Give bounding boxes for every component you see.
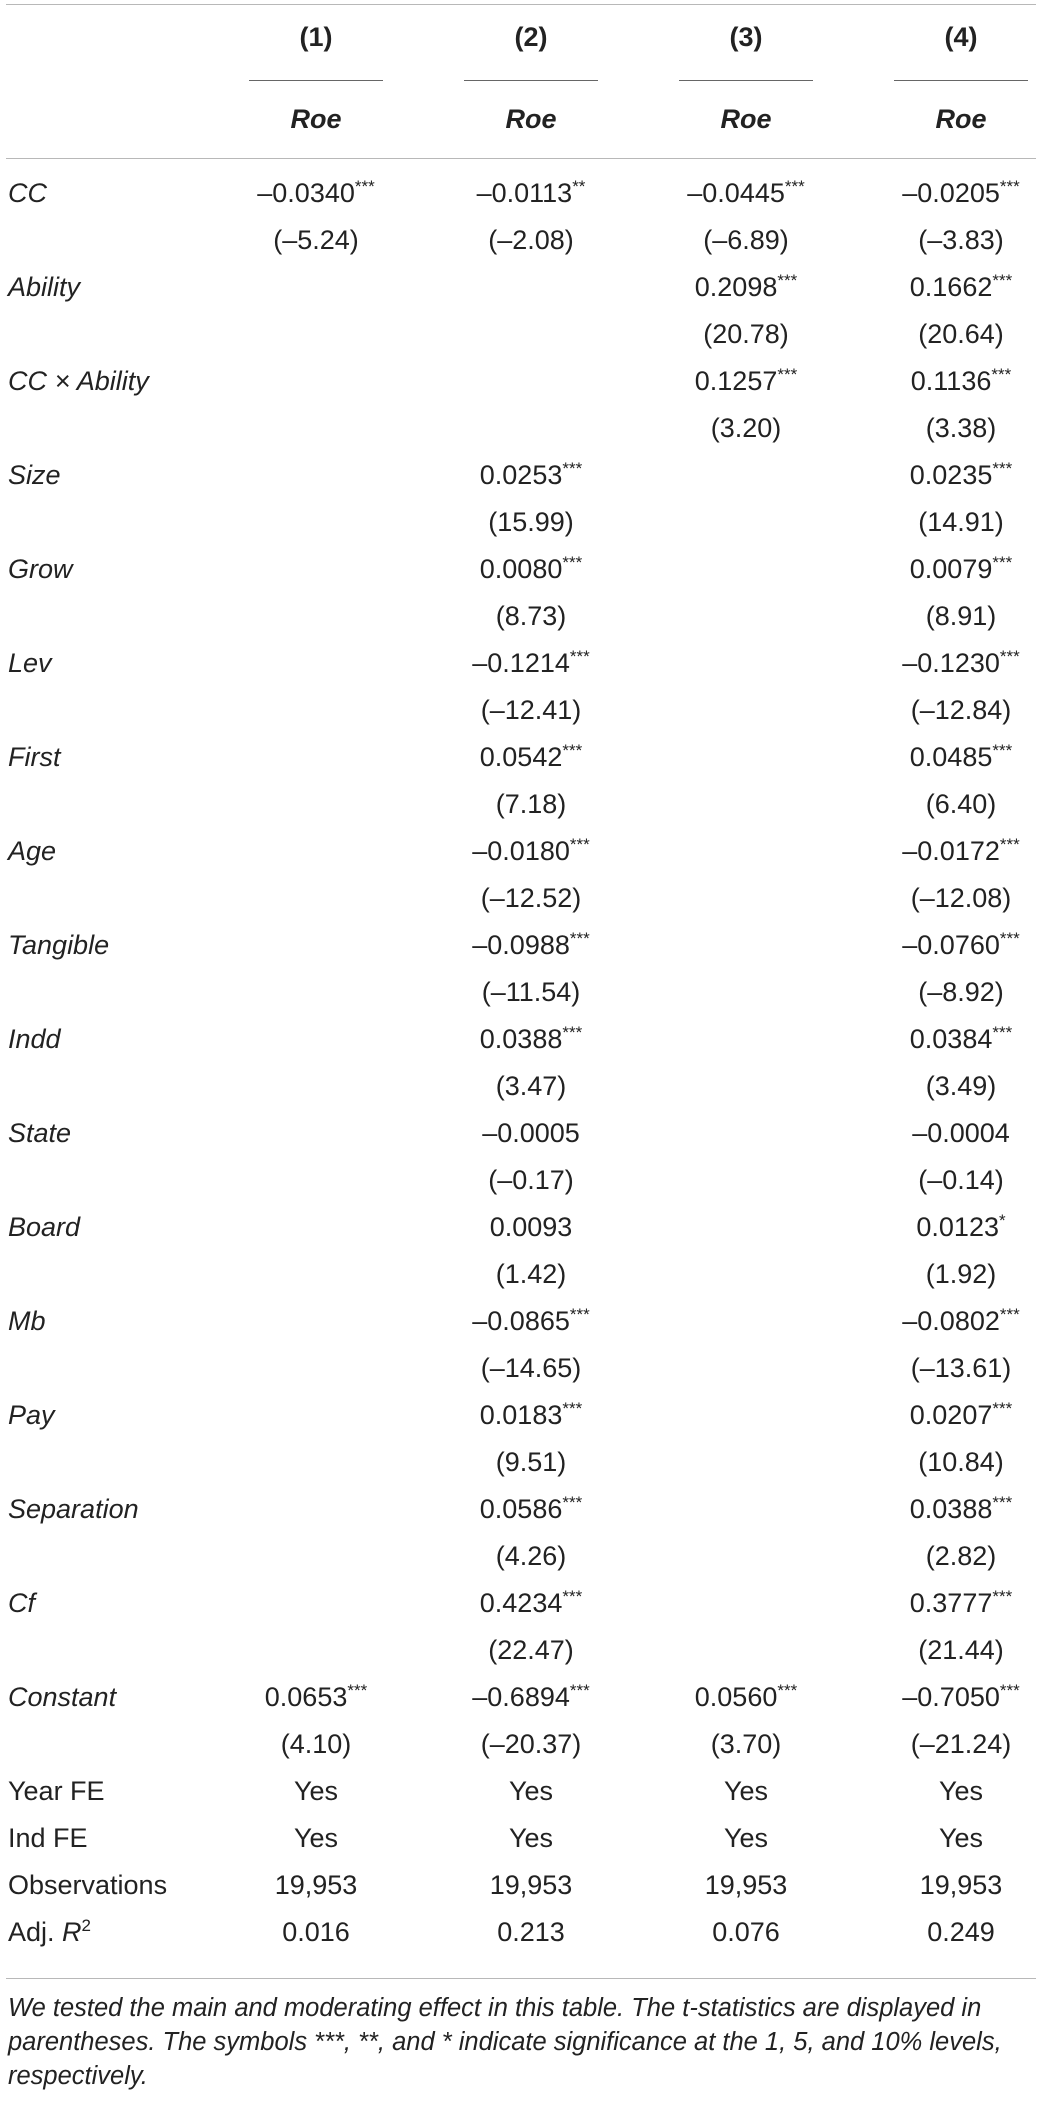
table-cell: 0.076 [712, 1917, 780, 1947]
table-row [0, 1909, 1043, 1956]
table-row [0, 1486, 1043, 1533]
table-cell: (3.47) [495, 1071, 567, 1101]
column-dependent-variable: Roe [935, 104, 987, 134]
table-row [0, 1674, 1043, 1721]
row-label: Year FE [8, 1776, 105, 1806]
table-row [0, 546, 1043, 593]
table-cell: (3.70) [710, 1729, 782, 1759]
table-cell: (7.18) [495, 789, 567, 819]
table-row [0, 1721, 1043, 1768]
row-label: Pay [8, 1400, 55, 1430]
table-cell: –0.0445*** [687, 177, 805, 208]
table-row [0, 1251, 1043, 1298]
table-cell: 0.0560*** [694, 1681, 798, 1712]
table-row [0, 1439, 1043, 1486]
table-row [0, 1580, 1043, 1627]
table-row [0, 358, 1043, 405]
table-row [0, 1345, 1043, 1392]
row-label: Grow [8, 554, 73, 584]
column-underline [679, 80, 813, 81]
table-cell: (8.91) [925, 601, 997, 631]
row-label: Tangible [8, 930, 110, 960]
column-dependent-variable: Roe [720, 104, 772, 134]
table-cell: (1.92) [925, 1259, 997, 1289]
table-row [0, 405, 1043, 452]
row-label: Age [8, 836, 57, 866]
row-label: Board [8, 1212, 81, 1242]
table-cell: –0.1230*** [902, 647, 1020, 678]
table-cell: –0.0760*** [902, 929, 1020, 960]
table-cell: Yes [723, 1776, 769, 1806]
table-cell: (6.40) [925, 789, 997, 819]
table-cell: 0.0388*** [479, 1023, 583, 1054]
column-underline [249, 80, 383, 81]
table-cell: (4.10) [280, 1729, 352, 1759]
header-rule [6, 158, 1036, 159]
table-footnote: We tested the main and moderating effect in this table. The t-statistics are displayed in parentheses. The symbols ***, **, and * indicate significance at the 1, 5, and 10% levels, respectively. [8, 1994, 1002, 2090]
table-row [0, 452, 1043, 499]
table-row [0, 1157, 1043, 1204]
table-cell: –0.0865*** [472, 1305, 590, 1336]
table-cell: (8.73) [495, 601, 567, 631]
table-cell: (15.99) [488, 507, 574, 537]
table-cell: (20.78) [703, 319, 789, 349]
table-cell: 0.0388*** [909, 1493, 1013, 1524]
table-cell: (3.49) [925, 1071, 997, 1101]
table-row [0, 1627, 1043, 1674]
table-cell: 0.016 [282, 1917, 350, 1947]
table-cell: (22.47) [488, 1635, 574, 1665]
table-cell: 0.0653*** [264, 1681, 368, 1712]
table-cell: (–6.89) [703, 225, 789, 255]
table-cell: (–8.92) [918, 977, 1004, 1007]
table-cell: 0.0080*** [479, 553, 583, 584]
table-cell: 0.249 [927, 1917, 995, 1947]
row-label: First [8, 742, 61, 772]
row-label: Constant [8, 1682, 117, 1712]
bottom-rule [6, 1978, 1036, 1979]
table-row [0, 687, 1043, 734]
table-cell: –0.7050*** [902, 1681, 1020, 1712]
row-label: State [8, 1118, 72, 1148]
table-cell: 0.0485*** [909, 741, 1013, 772]
table-cell: (–12.52) [480, 883, 582, 913]
table-cell: 0.0384*** [909, 1023, 1013, 1054]
table-cell: (4.26) [495, 1541, 567, 1571]
table-cell: (–0.14) [918, 1165, 1004, 1195]
table-cell: 0.4234*** [479, 1587, 583, 1618]
row-label: CC × Ability [8, 366, 149, 396]
table-row [0, 1392, 1043, 1439]
column-number: (2) [514, 22, 548, 52]
table-cell: (–20.37) [480, 1729, 582, 1759]
table-row [0, 922, 1043, 969]
table-cell: (–2.08) [488, 225, 574, 255]
table-cell: –0.0005 [482, 1118, 580, 1148]
top-rule [6, 4, 1036, 5]
column-underline [894, 80, 1028, 81]
table-cell: –0.0180*** [472, 835, 590, 866]
table-cell: Yes [938, 1776, 984, 1806]
table-cell: (–14.65) [480, 1353, 582, 1383]
table-row [0, 593, 1043, 640]
column-underline [464, 80, 598, 81]
table-cell: 0.0123* [916, 1211, 1006, 1242]
table-cell: 0.0079*** [909, 553, 1013, 584]
table-cell: (–0.17) [488, 1165, 574, 1195]
table-cell: (3.20) [710, 413, 782, 443]
table-row [0, 1815, 1043, 1862]
table-cell: 0.1257*** [694, 365, 798, 396]
table-row [0, 1016, 1043, 1063]
table-cell: (–5.24) [273, 225, 359, 255]
table-cell: –0.0172*** [902, 835, 1020, 866]
table-cell: –0.6894*** [472, 1681, 590, 1712]
table-cell: (10.84) [918, 1447, 1004, 1477]
table-cell: –0.1214*** [472, 647, 590, 678]
table-row [0, 1110, 1043, 1157]
row-label: CC [8, 178, 47, 208]
table-row [0, 217, 1043, 264]
table-row [0, 1862, 1043, 1909]
table-row [0, 1298, 1043, 1345]
table-cell: Yes [508, 1776, 554, 1806]
table-cell: 0.2098*** [694, 271, 798, 302]
table-cell: (14.91) [918, 507, 1004, 537]
column-number: (3) [729, 22, 763, 52]
table-cell: 0.0207*** [909, 1399, 1013, 1430]
row-label: Observations [8, 1870, 168, 1900]
table-cell: (2.82) [925, 1541, 997, 1571]
table-cell: –0.0113** [476, 177, 586, 208]
table-cell: (21.44) [918, 1635, 1004, 1665]
table-cell: (–21.24) [910, 1729, 1012, 1759]
table-cell: (–11.54) [481, 977, 581, 1007]
table-cell: Yes [723, 1823, 769, 1853]
table-row [0, 781, 1043, 828]
table-cell: 0.0542*** [479, 741, 583, 772]
table-cell: Yes [938, 1823, 984, 1853]
table-cell: Yes [293, 1823, 339, 1853]
table-cell: (9.51) [495, 1447, 567, 1477]
table-row [0, 734, 1043, 781]
table-cell: 0.0235*** [909, 459, 1013, 490]
table-cell: 19,953 [489, 1870, 573, 1900]
table-cell: (–12.84) [910, 695, 1012, 725]
table-row [0, 499, 1043, 546]
table-row [0, 1063, 1043, 1110]
column-dependent-variable: Roe [290, 104, 342, 134]
table-row [0, 264, 1043, 311]
table-cell: –0.0004 [912, 1118, 1010, 1148]
table-cell: (20.64) [918, 319, 1004, 349]
table-cell: (–12.08) [910, 883, 1012, 913]
table-cell: 0.0093 [489, 1212, 573, 1242]
table-cell: 0.3777*** [909, 1587, 1013, 1618]
table-cell: 19,953 [919, 1870, 1003, 1900]
table-cell: 19,953 [274, 1870, 358, 1900]
table-cell: (–13.61) [910, 1353, 1012, 1383]
row-label: Lev [8, 648, 52, 678]
table-cell: (1.42) [495, 1259, 567, 1289]
table-row [0, 1768, 1043, 1815]
row-label: Cf [8, 1588, 35, 1618]
table-row [0, 640, 1043, 687]
table-cell: –0.0205*** [902, 177, 1020, 208]
table-row [0, 311, 1043, 358]
table-cell: 0.1136*** [910, 365, 1012, 396]
row-label: Indd [8, 1024, 61, 1054]
table-cell: –0.0340*** [257, 177, 375, 208]
table-cell: 19,953 [704, 1870, 788, 1900]
table-cell: –0.0802*** [902, 1305, 1020, 1336]
table-cell: (–3.83) [918, 225, 1004, 255]
table-cell: –0.0988*** [472, 929, 590, 960]
table-row [0, 969, 1043, 1016]
table-row [0, 828, 1043, 875]
table-cell: (3.38) [925, 413, 997, 443]
column-dependent-variable: Roe [505, 104, 557, 134]
row-label: Ability [8, 272, 81, 302]
column-number: (1) [299, 22, 333, 52]
row-label: Mb [8, 1306, 46, 1336]
table-cell: 0.0183*** [479, 1399, 583, 1430]
table-cell: 0.213 [497, 1917, 565, 1947]
row-label: Size [8, 460, 61, 490]
table-cell: (–12.41) [480, 695, 582, 725]
table-cell: Yes [293, 1776, 339, 1806]
table-cell: Yes [508, 1823, 554, 1853]
table-cell: 0.0586*** [479, 1493, 583, 1524]
table-row [0, 1204, 1043, 1251]
table-row [0, 1533, 1043, 1580]
table-cell: 0.0253*** [479, 459, 583, 490]
table-row [0, 170, 1043, 217]
row-label: Ind FE [8, 1823, 88, 1853]
table-cell: 0.1662*** [909, 271, 1013, 302]
row-label: Separation [8, 1494, 139, 1524]
table-row [0, 875, 1043, 922]
column-number: (4) [944, 22, 978, 52]
row-label: Adj. $R^2$ [8, 1916, 91, 1947]
